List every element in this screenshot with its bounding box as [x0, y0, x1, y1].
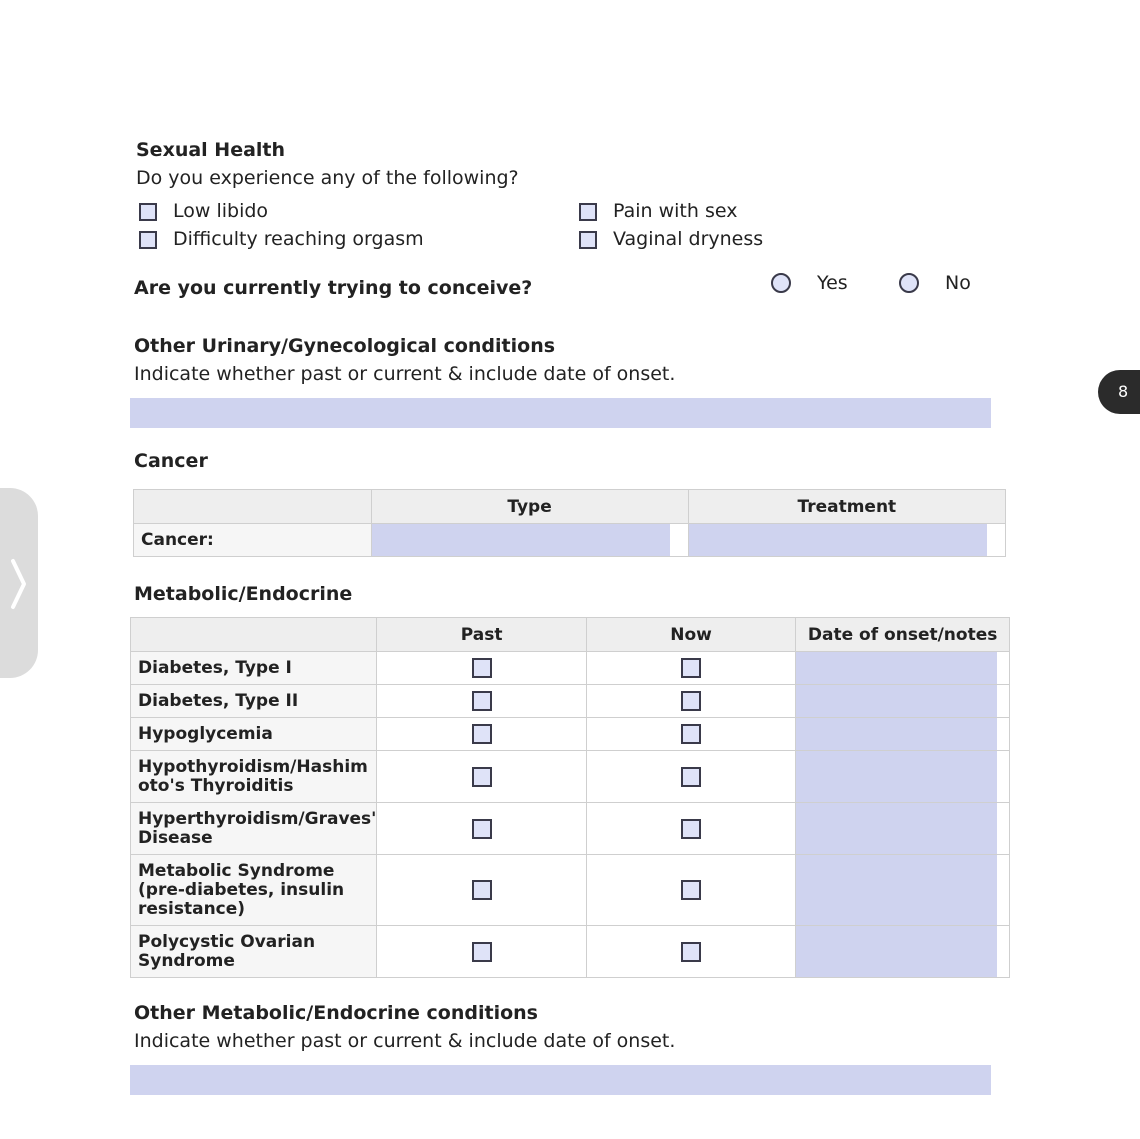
low-libido-checkbox[interactable] — [139, 203, 157, 221]
other-metabolic-heading: Other Metabolic/Endocrine conditions — [134, 1002, 538, 1024]
table-row — [131, 803, 1010, 855]
other-metabolic-field[interactable] — [130, 1065, 991, 1095]
difficulty-orgasm-label: Difficulty reaching orgasm — [173, 228, 424, 250]
row-label: Diabetes, Type I — [131, 652, 377, 685]
metabolic-header-now: Now — [586, 618, 795, 652]
table-row — [131, 855, 1010, 926]
hyperthyroidism-past-checkbox[interactable] — [472, 819, 492, 839]
pcos-past-checkbox[interactable] — [472, 942, 492, 962]
chevron-right-icon — [8, 558, 30, 610]
table-row — [131, 751, 1010, 803]
diabetes-2-now-checkbox[interactable] — [681, 691, 701, 711]
table-row — [131, 718, 1010, 751]
low-libido-label: Low libido — [173, 200, 269, 222]
hypothyroidism-past-checkbox[interactable] — [472, 767, 492, 787]
diabetes-2-notes-field[interactable] — [796, 685, 997, 717]
conceive-question: Are you currently trying to conceive? — [134, 277, 533, 299]
row-label: Hyperthyroidism/Graves' Disease — [131, 803, 377, 855]
hypoglycemia-notes-field[interactable] — [796, 718, 997, 750]
pain-with-sex-label: Pain with sex — [613, 200, 738, 222]
conceive-yes-label: Yes — [817, 272, 848, 294]
metabolic-heading: Metabolic/Endocrine — [134, 583, 353, 605]
hyperthyroidism-notes-field[interactable] — [796, 803, 997, 854]
cancer-header-treatment: Treatment — [688, 490, 1005, 524]
pcos-now-checkbox[interactable] — [681, 942, 701, 962]
cancer-treatment-field[interactable] — [689, 524, 987, 556]
cancer-row-label: Cancer: — [134, 524, 372, 557]
urinary-instruction: Indicate whether past or current & include date of onset. — [134, 363, 676, 385]
vaginal-dryness-label: Vaginal dryness — [613, 228, 764, 250]
hypothyroidism-now-checkbox[interactable] — [681, 767, 701, 787]
metabolic-header-past: Past — [377, 618, 586, 652]
conceive-yes-radio[interactable] — [771, 273, 791, 293]
diabetes-2-past-checkbox[interactable] — [472, 691, 492, 711]
difficulty-orgasm-checkbox[interactable] — [139, 231, 157, 249]
diabetes-1-notes-field[interactable] — [796, 652, 997, 684]
metabolic-syndrome-now-checkbox[interactable] — [681, 880, 701, 900]
diabetes-1-past-checkbox[interactable] — [472, 658, 492, 678]
cancer-header-type: Type — [371, 490, 688, 524]
cancer-treatment-cell — [688, 524, 1005, 557]
side-panel-handle[interactable] — [0, 488, 38, 678]
hypoglycemia-past-checkbox[interactable] — [472, 724, 492, 744]
row-label: Hypothyroidism/Hashimoto's Thyroiditis — [131, 751, 377, 803]
metabolic-header-blank — [131, 618, 377, 652]
row-label: Hypoglycemia — [131, 718, 377, 751]
metabolic-syndrome-past-checkbox[interactable] — [472, 880, 492, 900]
conceive-no-label: No — [945, 272, 971, 294]
metabolic-header-notes: Date of onset/notes — [796, 618, 1010, 652]
metabolic-table — [130, 617, 1010, 978]
urinary-conditions-field[interactable] — [130, 398, 991, 428]
row-label: Metabolic Syndrome (pre-diabetes, insulin resistance) — [131, 855, 377, 926]
cancer-header-blank — [134, 490, 372, 524]
urinary-heading: Other Urinary/Gynecological conditions — [134, 335, 556, 357]
vaginal-dryness-checkbox[interactable] — [579, 231, 597, 249]
metabolic-syndrome-notes-field[interactable] — [796, 855, 997, 925]
pcos-notes-field[interactable] — [796, 926, 997, 977]
row-label: Diabetes, Type II — [131, 685, 377, 718]
cancer-type-cell — [371, 524, 688, 557]
row-label: Polycystic Ovarian Syndrome — [131, 926, 377, 978]
table-row — [131, 685, 1010, 718]
table-row — [131, 652, 1010, 685]
sexual-health-heading: Sexual Health — [136, 139, 286, 161]
cancer-type-field[interactable] — [372, 524, 670, 556]
hyperthyroidism-now-checkbox[interactable] — [681, 819, 701, 839]
hypoglycemia-now-checkbox[interactable] — [681, 724, 701, 744]
conceive-no-radio[interactable] — [899, 273, 919, 293]
table-row — [131, 926, 1010, 978]
page-number-tab: 8 — [1098, 370, 1140, 414]
hypothyroidism-notes-field[interactable] — [796, 751, 997, 802]
diabetes-1-now-checkbox[interactable] — [681, 658, 701, 678]
other-metabolic-instruction: Indicate whether past or current & include date of onset. — [134, 1030, 676, 1052]
cancer-table — [133, 489, 1006, 557]
sexual-health-question: Do you experience any of the following? — [136, 167, 519, 189]
pain-with-sex-checkbox[interactable] — [579, 203, 597, 221]
cancer-heading: Cancer — [134, 450, 208, 472]
